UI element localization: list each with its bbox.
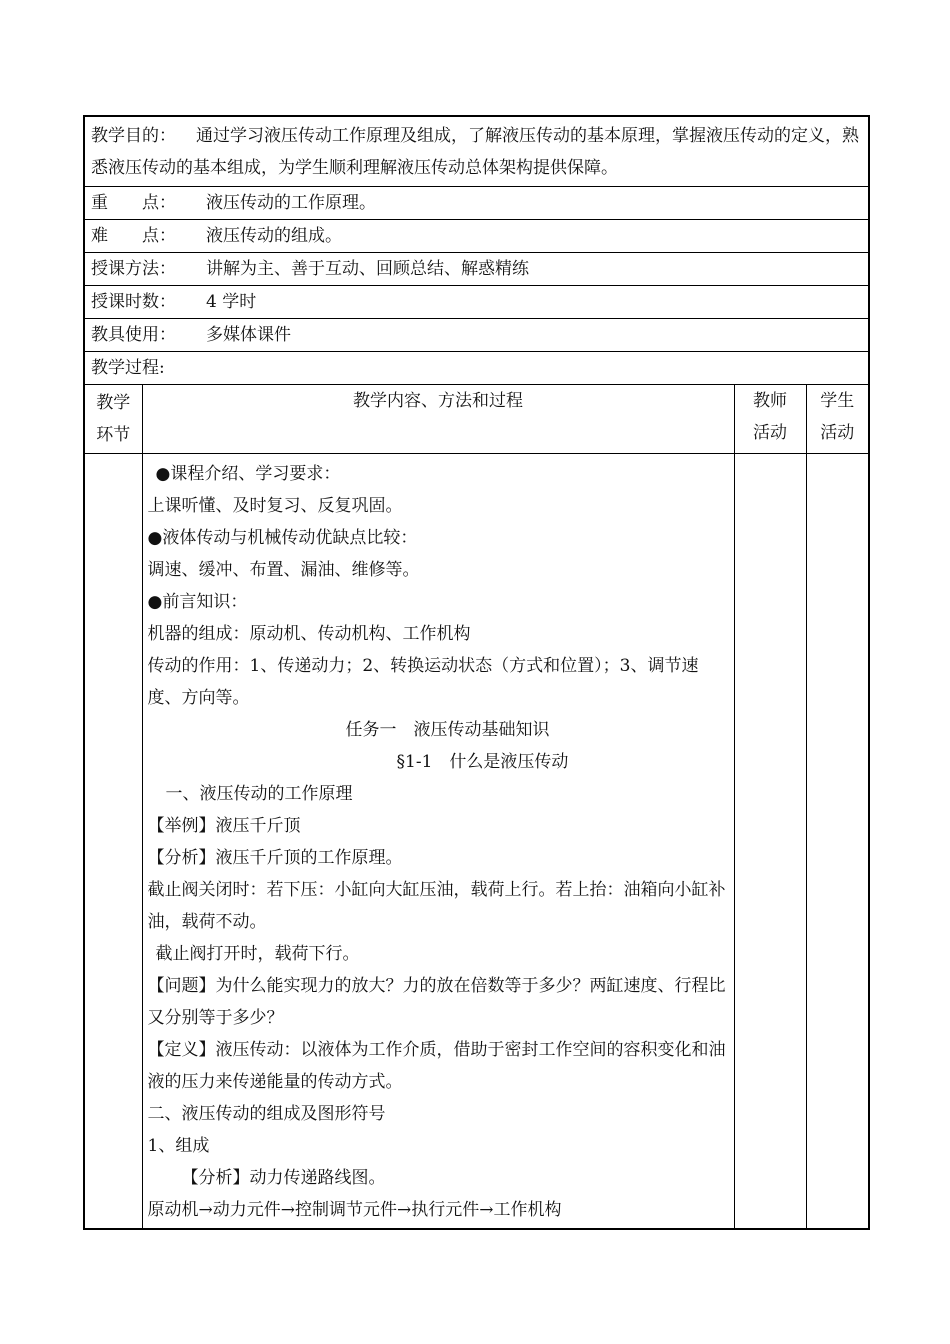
focus-label: 重 点： (91, 193, 176, 213)
content-line: 机器的组成：原动机、传动机构、工作机构 (147, 624, 471, 644)
content-line: ●课程介绍、学习要求： (155, 464, 341, 484)
content-line: ●前言知识： (147, 592, 248, 612)
lesson-plan-page (83, 115, 868, 1230)
tools-label: 教具使用： (91, 325, 176, 345)
content-line: 二、液压传动的组成及图形符号 (147, 1104, 386, 1124)
stage-cell (84, 454, 142, 1230)
process-row (84, 352, 869, 385)
focus-text: 液压传动的工作原理。 (206, 193, 376, 213)
student-header-line1: 学生 (820, 391, 855, 411)
content-line: 原动机→动力元件→控制调节元件→执行元件→工作机构 (147, 1200, 562, 1220)
content-line: 截止阀关闭时：若下压：小缸向大缸压油，载荷上行。若上抬：油箱向小缸补油，载荷不动。 (147, 880, 726, 932)
tools-text: 多媒体课件 (206, 325, 291, 345)
content-line: 【举例】液压千斤顶 (147, 816, 301, 836)
student-header-line2: 活动 (820, 423, 855, 443)
method-label: 授课方法： (91, 259, 176, 279)
stage-header-line2: 环节 (96, 425, 131, 445)
content-line: 【问题】为什么能实现力的放大？力的放在倍数等于多少？两缸速度、行程比又分别等于多少？ (147, 976, 726, 1028)
method-row (84, 253, 869, 286)
content-line: 【分析】液压千斤顶的工作原理。 (147, 848, 403, 868)
content-line: 上课听懂、及时复习、反复巩固。 (147, 496, 403, 516)
focus-row (84, 187, 869, 220)
difficulty-text: 液压传动的组成。 (206, 226, 342, 246)
method-text: 讲解为主、善于互动、回顾总结、解惑精练 (206, 259, 529, 279)
content-line: 【定义】液压传动：以液体为工作介质，借助于密封工作空间的容积变化和油液的压力来传递能量的传动方式。 (147, 1040, 726, 1092)
objective-row (84, 116, 869, 187)
teacher-activity-cell (734, 454, 806, 1230)
task-title: 任务一 液压传动基础知识 (345, 720, 550, 740)
hours-row (84, 286, 869, 319)
student-activity-cell (806, 454, 869, 1230)
content-header: 教学内容、方法和过程 (142, 385, 734, 454)
section-title: §1-1 什么是液压传动 (396, 752, 569, 772)
content-line: 一、液压传动的工作原理 (165, 784, 353, 804)
teacher-header-line2: 活动 (753, 423, 787, 443)
stage-header (84, 385, 142, 454)
process-label: 教学过程: (91, 358, 165, 378)
content-line: ●液体传动与机械传动优缺点比较： (147, 528, 418, 548)
difficulty-label: 难 点： (91, 226, 176, 246)
process-body-row (84, 454, 869, 1230)
hours-text: 4 学时 (206, 292, 257, 312)
objective-label: 教学目的： (91, 126, 176, 146)
process-header-row (84, 385, 869, 454)
hours-label: 授课时数： (91, 292, 176, 312)
student-activity-header (806, 385, 869, 454)
content-line: 1、组成 (147, 1136, 210, 1156)
difficulty-row (84, 220, 869, 253)
objective-text: 通过学习液压传动工作原理及组成，了解液压传动的基本原理，掌握液压传动的定义，熟悉液压传动的基本组成，为学生顺利理解液压传动总体架构提供保障。 (91, 126, 859, 178)
stage-header-line1: 教学 (96, 393, 131, 413)
teacher-header-line1: 教师 (753, 391, 787, 411)
teacher-activity-header (734, 385, 806, 454)
tools-row (84, 319, 869, 352)
content-line: 调速、缓冲、布置、漏油、维修等。 (147, 560, 420, 580)
content-line: 传动的作用：1、传递动力；2、转换运动状态（方式和位置）；3、调节速度、方向等。 (147, 656, 699, 708)
content-cell (142, 454, 734, 1230)
lesson-plan-table (83, 115, 870, 1230)
content-line: 截止阀打开时，载荷下行。 (155, 944, 360, 964)
content-line: 【分析】动力传递路线图。 (181, 1168, 386, 1188)
